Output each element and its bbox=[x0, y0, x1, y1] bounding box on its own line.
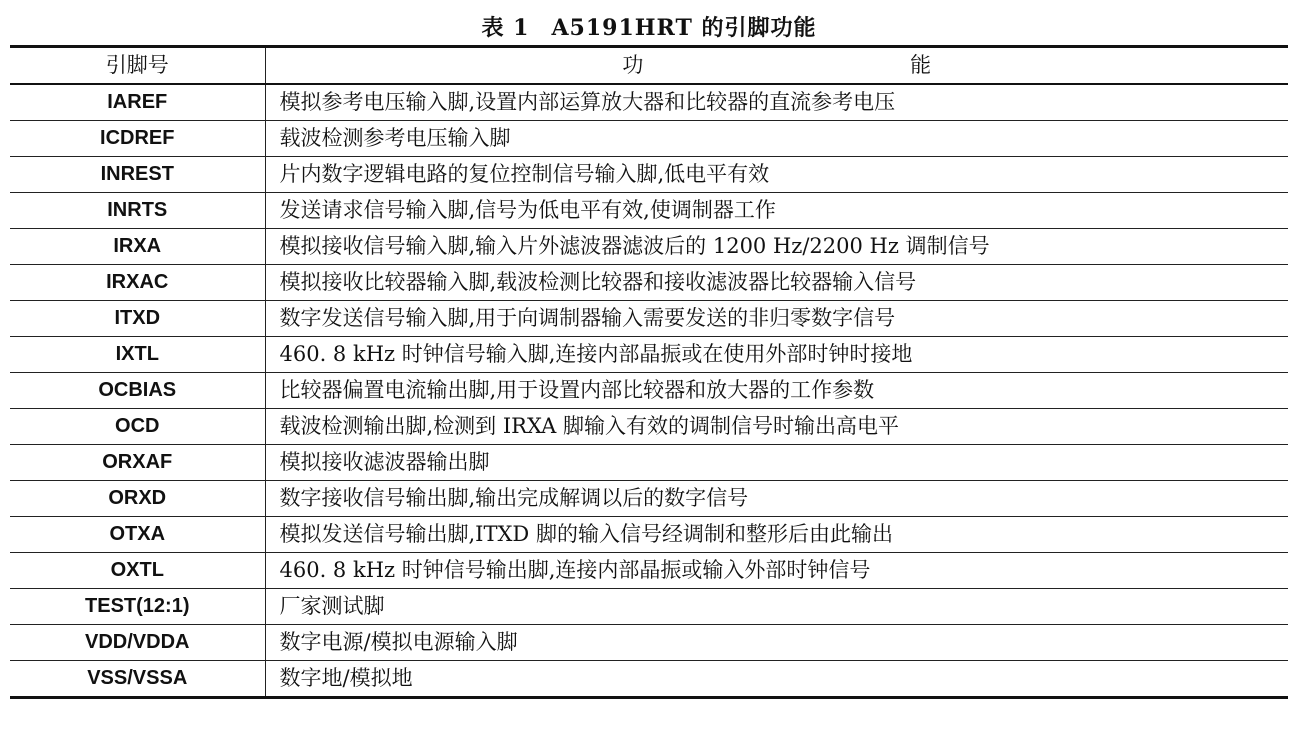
pin-function: 载波检测参考电压输入脚 bbox=[279, 126, 511, 150]
table-row bbox=[10, 625, 1288, 661]
table-row bbox=[10, 661, 1288, 698]
table-row bbox=[10, 517, 1288, 553]
pin-name: OTXA bbox=[10, 517, 265, 553]
table-row bbox=[10, 157, 1288, 193]
pin-function: 模拟接收滤波器输出脚 bbox=[279, 450, 490, 474]
table-row bbox=[10, 121, 1288, 157]
pin-name: INRTS bbox=[10, 193, 265, 229]
table-row bbox=[10, 589, 1288, 625]
pin-function: 比较器偏置电流输出脚,用于设置内部比较器和放大器的工作参数 bbox=[279, 378, 875, 402]
pin-name: ICDREF bbox=[10, 121, 265, 157]
pin-name: INREST bbox=[10, 157, 265, 193]
pin-name: OXTL bbox=[10, 553, 265, 589]
pin-name: OCD bbox=[10, 409, 265, 445]
table-row bbox=[10, 301, 1288, 337]
pin-function: 数字地/模拟地 bbox=[279, 666, 413, 690]
pin-function: 数字电源/模拟电源输入脚 bbox=[279, 630, 518, 654]
pin-function: 460. 8 kHz 时钟信号输入脚,连接内部晶振或在使用外部时钟时接地 bbox=[279, 342, 913, 366]
pin-function: 模拟发送信号输出脚,ITXD 脚的输入信号经调制和整形后由此输出 bbox=[279, 522, 893, 546]
pin-function: 460. 8 kHz 时钟信号输出脚,连接内部晶振或输入外部时钟信号 bbox=[279, 558, 871, 582]
pin-name: ITXD bbox=[10, 301, 265, 337]
table-row bbox=[10, 409, 1288, 445]
table-number: 表 1 bbox=[481, 15, 530, 41]
pin-function: 数字接收信号输出脚,输出完成解调以后的数字信号 bbox=[279, 486, 749, 510]
header-pin: 引脚号 bbox=[10, 47, 265, 85]
pin-function: 模拟接收信号输入脚,输入片外滤波器滤波后的 1200 Hz/2200 Hz 调制信号 bbox=[279, 234, 990, 258]
pin-name: IRXA bbox=[10, 229, 265, 265]
pin-name: IRXAC bbox=[10, 265, 265, 301]
pin-function: 厂家测试脚 bbox=[279, 594, 385, 618]
pin-function: 模拟接收比较器输入脚,载波检测比较器和接收滤波器比较器输入信号 bbox=[279, 270, 917, 294]
pin-name: VDD/VDDA bbox=[10, 625, 265, 661]
pin-function: 载波检测输出脚,检测到 IRXA 脚输入有效的调制信号时输出高电平 bbox=[279, 414, 899, 438]
table-row bbox=[10, 193, 1288, 229]
table-row bbox=[10, 84, 1288, 121]
pin-name: ORXD bbox=[10, 481, 265, 517]
table-row bbox=[10, 445, 1288, 481]
pin-name: VSS/VSSA bbox=[10, 661, 265, 698]
table-row bbox=[10, 481, 1288, 517]
table-row bbox=[10, 373, 1288, 409]
pin-function: 模拟参考电压输入脚,设置内部运算放大器和比较器的直流参考电压 bbox=[279, 90, 896, 114]
table-row bbox=[10, 337, 1288, 373]
pin-name: IAREF bbox=[10, 84, 265, 121]
table-body bbox=[10, 84, 1288, 698]
pin-name: ORXAF bbox=[10, 445, 265, 481]
pin-function: 发送请求信号输入脚,信号为低电平有效,使调制器工作 bbox=[279, 198, 776, 222]
pin-name: TEST(12:1) bbox=[10, 589, 265, 625]
table-caption bbox=[0, 14, 1298, 42]
pin-name: OCBIAS bbox=[10, 373, 265, 409]
pin-function: 片内数字逻辑电路的复位控制信号输入脚,低电平有效 bbox=[279, 162, 770, 186]
table-row bbox=[10, 229, 1288, 265]
table-title: A5191HRT 的引脚功能 bbox=[551, 15, 817, 41]
table-row bbox=[10, 553, 1288, 589]
header-row bbox=[10, 47, 1288, 85]
table-row bbox=[10, 265, 1288, 301]
pin-function-table bbox=[10, 45, 1288, 699]
header-function: 功 能 bbox=[622, 53, 932, 77]
pin-name: IXTL bbox=[10, 337, 265, 373]
pin-function: 数字发送信号输入脚,用于向调制器输入需要发送的非归零数字信号 bbox=[279, 306, 896, 330]
